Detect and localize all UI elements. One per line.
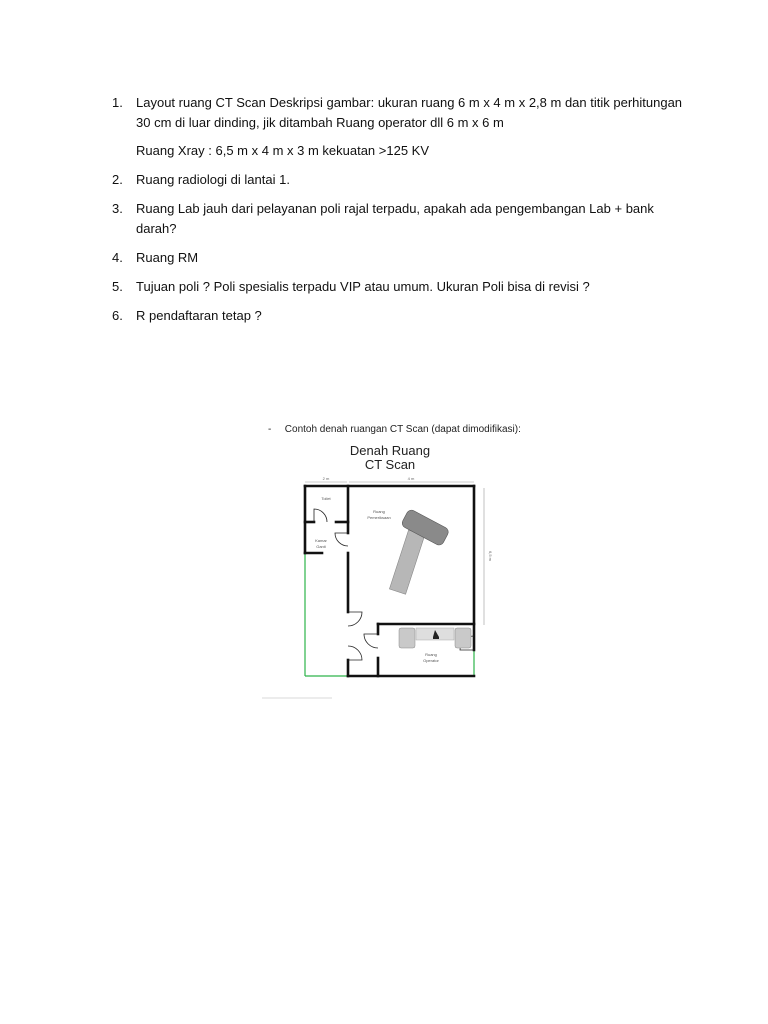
dim-right: 6,5 m: [488, 550, 493, 562]
dim-top-left: 2 m: [322, 476, 330, 481]
label-exam-2: Pemeriksaan: [367, 515, 391, 520]
item-text: Ruang radiologi di lantai 1.: [136, 172, 290, 187]
label-toilet: Toilet: [321, 496, 331, 501]
item-number: 1.: [112, 95, 123, 110]
dim-top-right: 4 m: [407, 476, 415, 481]
item-text: R pendaftaran tetap ?: [136, 308, 262, 323]
list-item-2: [112, 170, 692, 190]
ct-scan-floor-plan: [250, 420, 540, 710]
list-item-1: [112, 93, 692, 161]
item-subtext: Ruang Xray : 6,5 m x 4 m x 3 m kekuatan >125 KV: [136, 143, 430, 158]
dimension-lines: [305, 482, 484, 625]
label-operator-1: Ruang: [425, 652, 437, 657]
plan-title-line2: CT Scan: [364, 457, 416, 472]
label-operator-2: Operator: [423, 658, 439, 663]
plan-title-line1: Denah Ruang: [349, 443, 431, 458]
notes-list: [112, 93, 692, 326]
item-number: 2.: [112, 172, 123, 187]
item-number: 6.: [112, 308, 123, 323]
list-item-4: [112, 248, 692, 268]
operator-console: [399, 628, 471, 648]
list-item-3: [112, 199, 692, 239]
caption-dash: -: [268, 424, 272, 435]
item-number: 5.: [112, 279, 123, 294]
faint-line: [262, 697, 332, 699]
item-text: Ruang Lab jauh dari pelayanan poli rajal terpadu, apakah ada pengembangan Lab + bank darah?: [136, 201, 654, 236]
list-item-5: [112, 277, 692, 297]
list-item-6: [112, 306, 692, 326]
item-text: Layout ruang CT Scan Deskripsi gambar: ukuran ruang 6 m x 4 m x 2,8 m dan titik perhitungan 30 cm di luar dinding, jik ditambah Ruang operator dll 6 m x 6 m: [136, 95, 683, 130]
caption-text: Contoh denah ruangan CT Scan (dapat dimodifikasi):: [284, 424, 521, 435]
item-number: 3.: [112, 201, 123, 216]
item-text: Ruang RM: [136, 250, 199, 265]
ct-scanner: [372, 508, 450, 601]
item-number: 4.: [112, 250, 123, 265]
label-change-2: Ganti: [316, 544, 326, 549]
label-change-1: Kamar: [315, 538, 327, 543]
green-boundary: [305, 553, 474, 676]
item-text: Tujuan poli ? Poli spesialis terpadu VIP atau umum. Ukuran Poli bisa di revisi ?: [136, 279, 590, 294]
label-exam-1: Ruang: [373, 509, 385, 514]
